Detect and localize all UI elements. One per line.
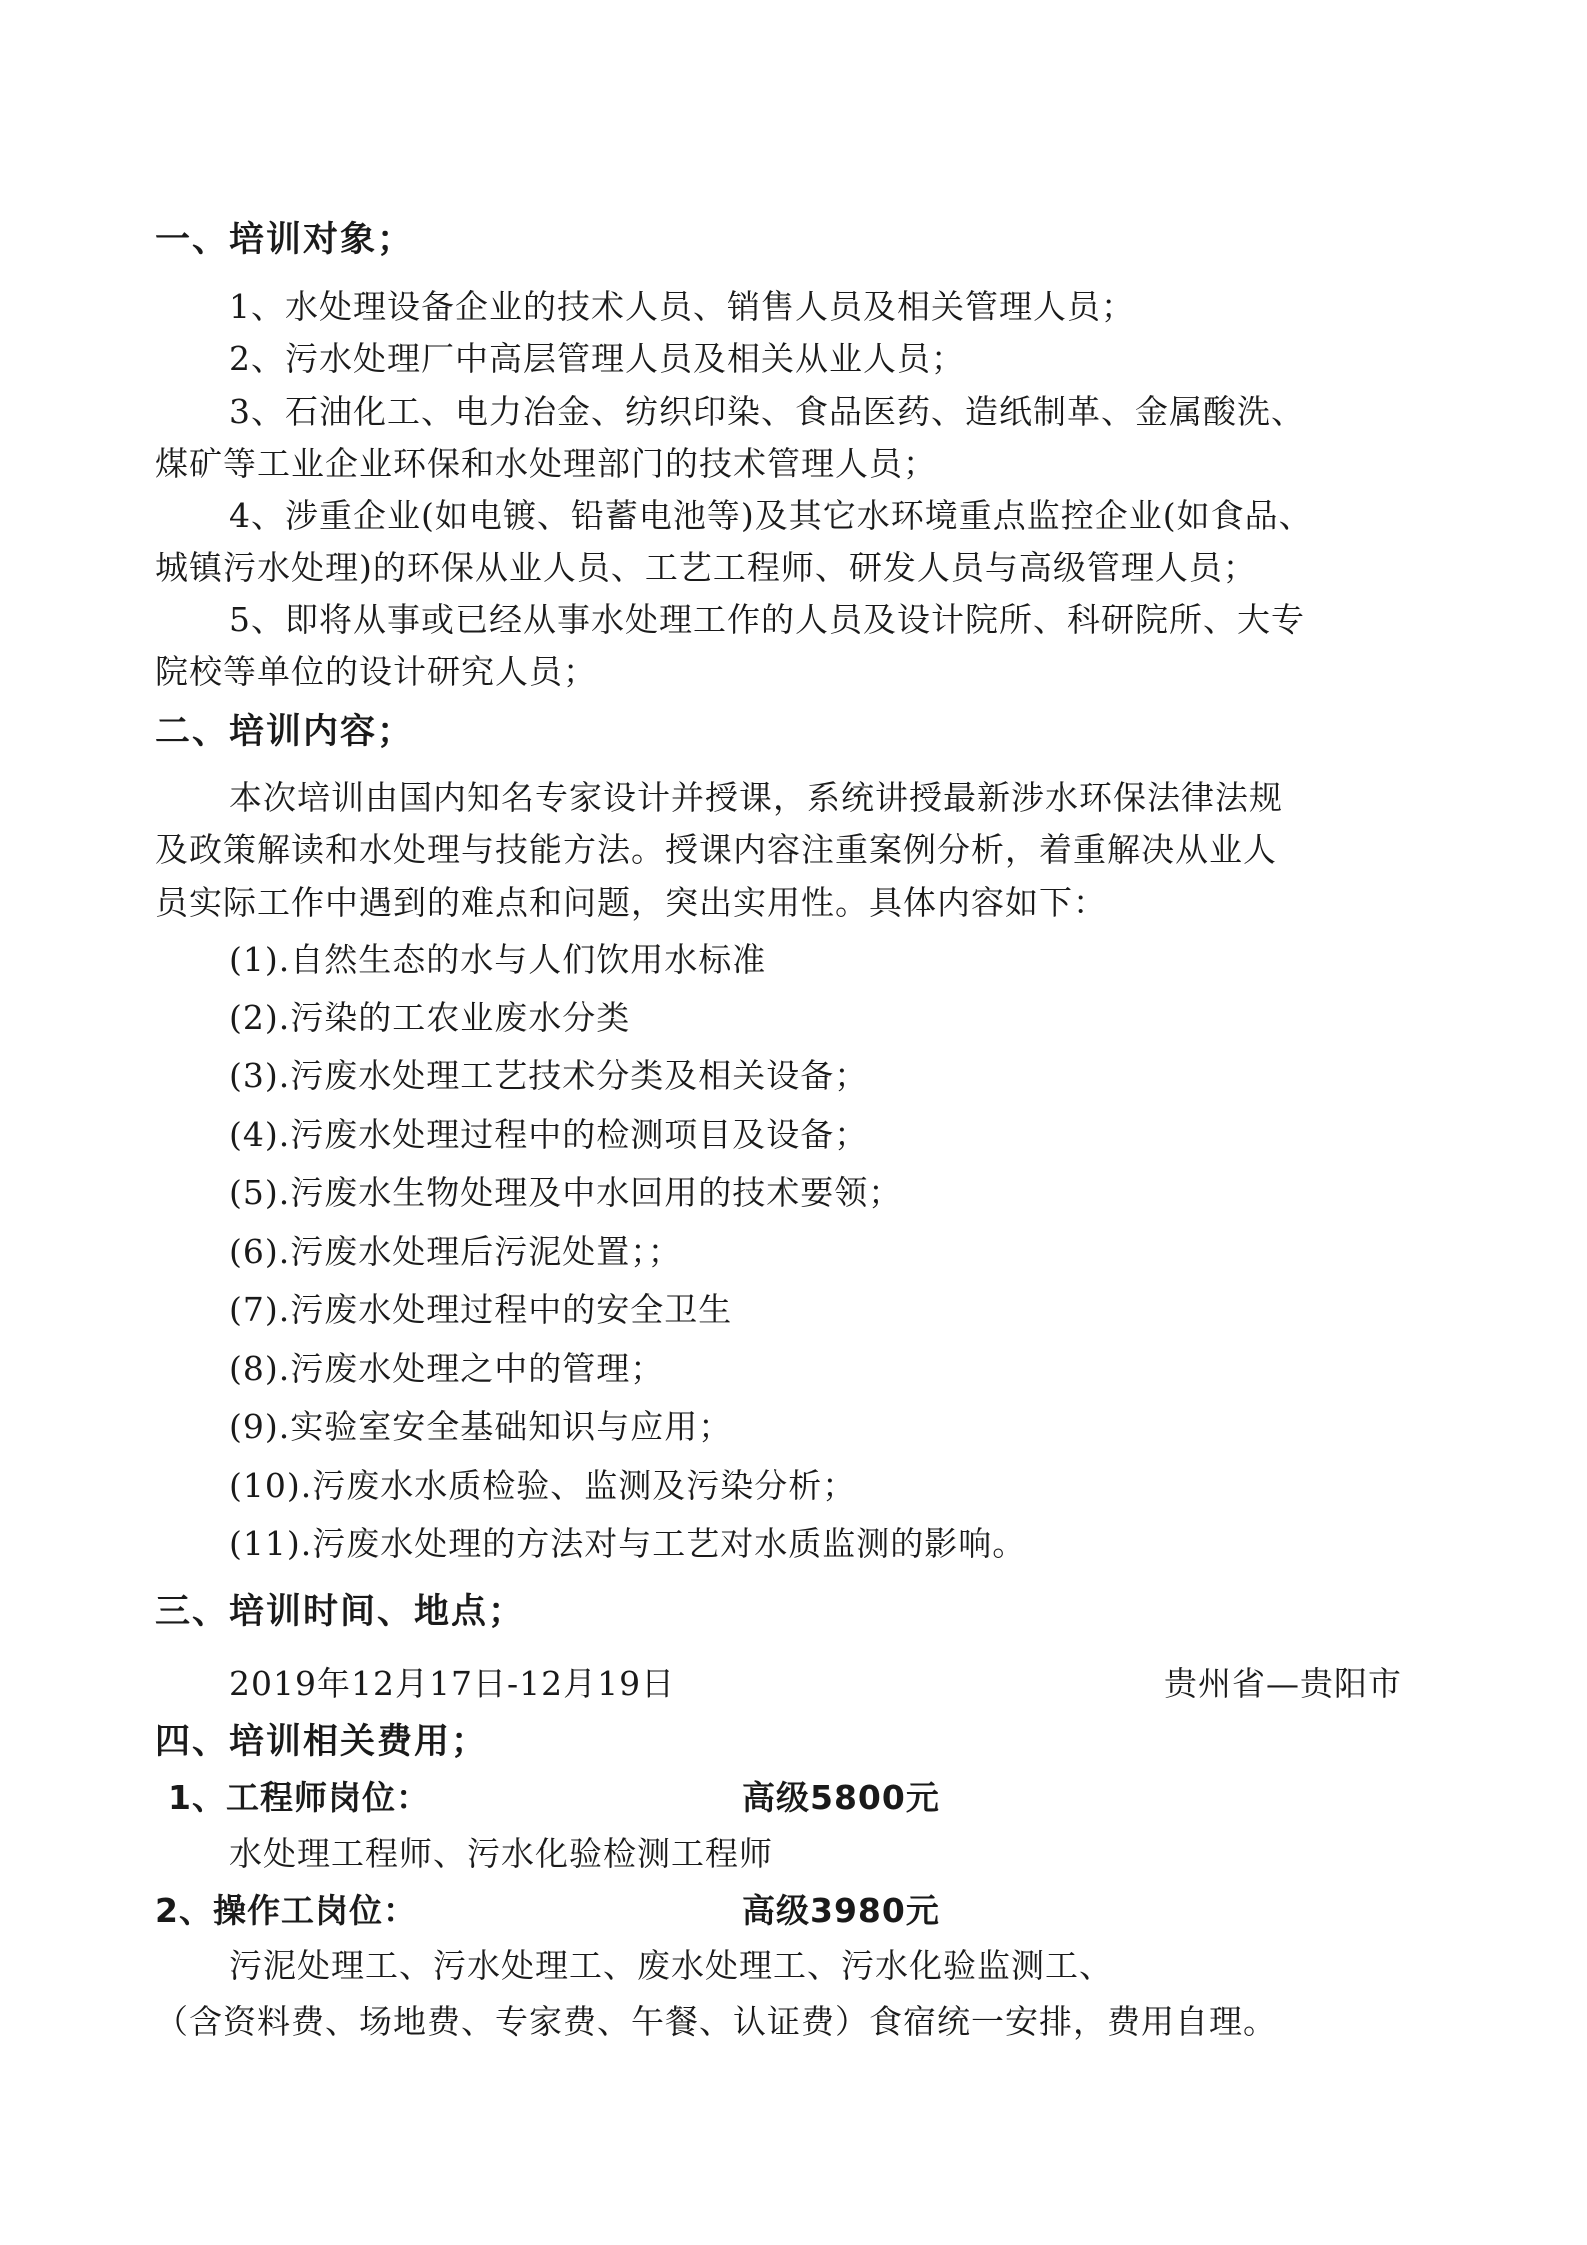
fee-row-operator (155, 1889, 1355, 1933)
section2-intro-2: 及政策解读和水处理与技能方法。授课内容注重案例分析，着重解决从业人 (155, 830, 1277, 869)
section2-intro-3: 员实际工作中遇到的难点和问题，突出实用性。具体内容如下： (155, 883, 1107, 922)
training-date: 2019年12月17日-12月19日 (229, 1664, 676, 1703)
fee1-label: 1、工程师岗位： (168, 1778, 430, 1817)
section1-item-4a: 4、涉重企业(如电镀、铅蓄电池等)及其它水环境重点监控企业(如食品、 (229, 496, 1313, 535)
section2-heading: 二、培训内容； (155, 712, 415, 752)
content-item-7: (7).污废水处理过程中的安全卫生 (229, 1290, 733, 1329)
content-item-6: (6).污废水处理后污泥处置；； (229, 1232, 682, 1271)
section1-item-1: 1、水处理设备企业的技术人员、销售人员及相关管理人员； (229, 287, 1135, 326)
section1-item-5a: 5、即将从事或已经从事水处理工作的人员及设计院所、科研院所、大专 (229, 600, 1305, 639)
time-location-row (229, 1662, 1429, 1706)
section3-heading: 三、培训时间、地点； (155, 1592, 526, 1632)
fee2-roles: 污泥处理工、污水处理工、废水处理工、污水化验监测工、 (229, 1946, 1113, 1985)
content-item-9: (9).实验室安全基础知识与应用； (229, 1407, 733, 1446)
content-item-1: (1).自然生态的水与人们饮用水标准 (229, 940, 767, 979)
fee1-price: 高级5800元 (742, 1778, 940, 1817)
section1-item-5b: 院校等单位的设计研究人员； (155, 652, 597, 691)
content-item-8: (8).污废水处理之中的管理； (229, 1349, 665, 1388)
fee1-roles: 水处理工程师、污水化验检测工程师 (229, 1834, 773, 1873)
fee2-label: 2、操作工岗位： (155, 1891, 417, 1930)
content-item-3: (3).污废水处理工艺技术分类及相关设备； (229, 1056, 869, 1095)
fee-row-engineer (168, 1776, 1368, 1820)
section1-item-4b: 城镇污水处理)的环保从业人员、工艺工程师、研发人员与高级管理人员； (155, 548, 1257, 587)
content-item-4: (4).污废水处理过程中的检测项目及设备； (229, 1115, 869, 1154)
content-item-10: (10).污废水水质检验、监测及污染分析； (229, 1466, 857, 1505)
fee2-price: 高级3980元 (742, 1891, 940, 1930)
training-location: 贵州省—贵阳市 (1164, 1664, 1402, 1703)
section1-item-2: 2、污水处理厂中高层管理人员及相关从业人员； (229, 339, 965, 378)
section4-heading: 四、培训相关费用； (155, 1722, 489, 1762)
section1-item-3b: 煤矿等工业企业环保和水处理部门的技术管理人员； (155, 444, 937, 483)
fee-note: （含资料费、场地费、专家费、午餐、认证费）食宿统一安排，费用自理。 (155, 2002, 1277, 2041)
content-item-5: (5).污废水生物处理及中水回用的技术要领； (229, 1173, 903, 1212)
section1-heading: 一、培训对象； (155, 220, 415, 260)
section1-item-3a: 3、石油化工、电力冶金、纺织印染、食品医药、造纸制革、金属酸洗、 (229, 392, 1305, 431)
content-item-11: (11).污废水处理的方法对与工艺对水质监测的影响。 (229, 1524, 1027, 1563)
section2-intro-1: 本次培训由国内知名专家设计并授课，系统讲授最新涉水环保法律法规 (229, 778, 1283, 817)
content-item-2: (2).污染的工农业废水分类 (229, 998, 631, 1037)
